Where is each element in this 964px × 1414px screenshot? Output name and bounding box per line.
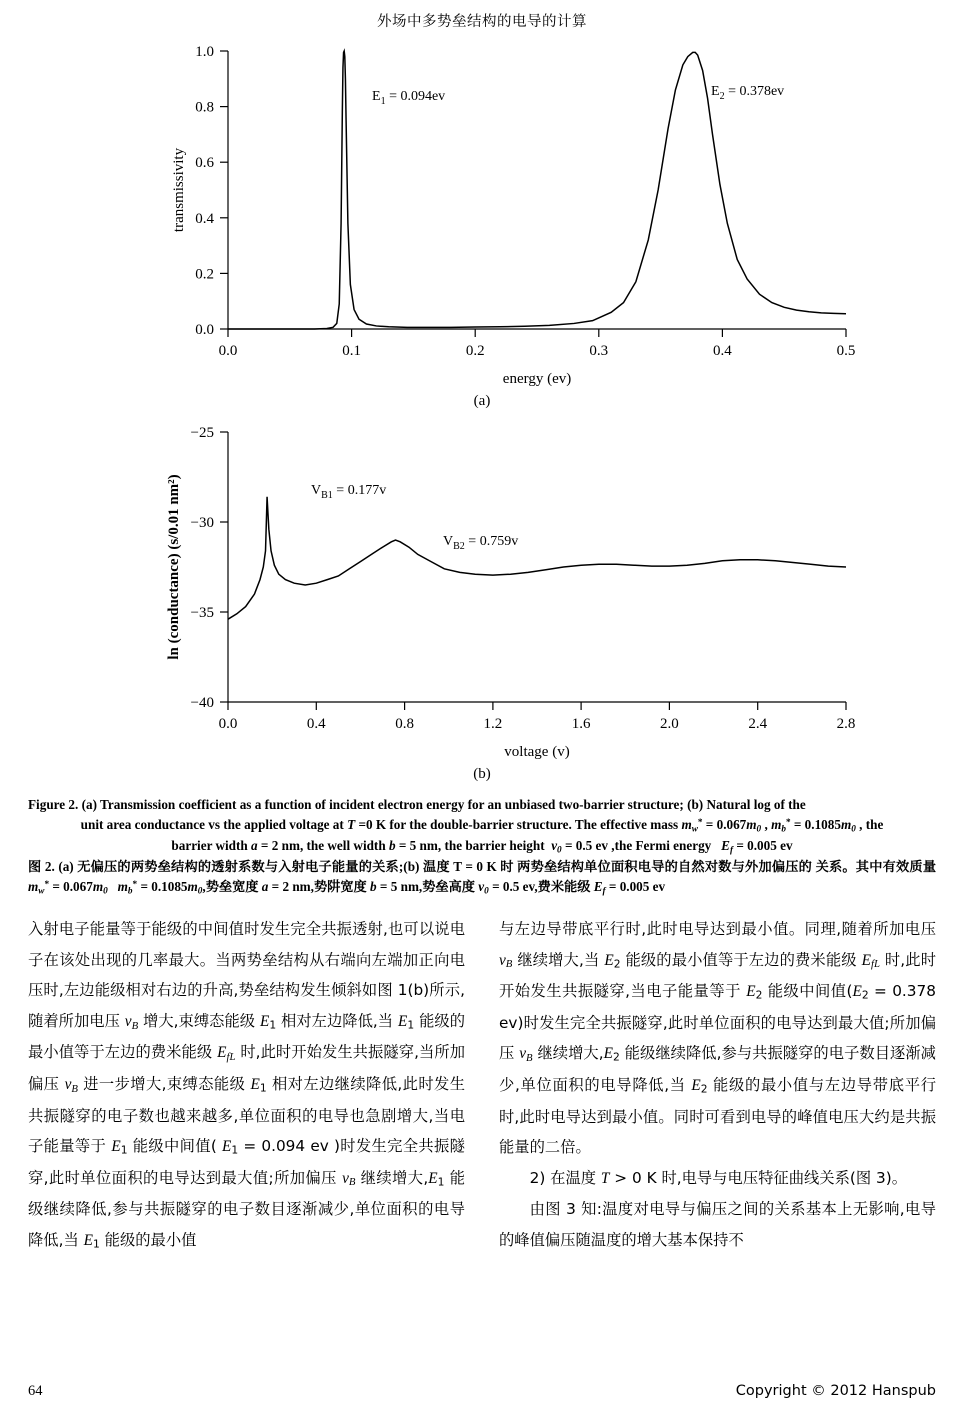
ytick: 1.0 xyxy=(195,44,214,60)
caption-en-line1: Figure 2. (a) Transmission coefficient as a function of incident electron energy for an unbiased two-barrier structure; (b) Natural log of the xyxy=(28,797,806,812)
paragraph: 2) 在温度 T > 0 K 时,电导与电压特征曲线关系(图 3)。 xyxy=(529,1168,908,1187)
chart-a-annotation-e2 xyxy=(711,84,784,102)
chart-panel-a xyxy=(28,31,936,410)
ytick: −40 xyxy=(190,695,214,711)
body-column-left xyxy=(28,914,465,1257)
ytick: −30 xyxy=(190,515,214,531)
page-number: 64 xyxy=(28,1383,43,1399)
ytick: 0.4 xyxy=(195,210,214,227)
chart-b-xticklabels xyxy=(219,716,856,732)
body-column-right xyxy=(499,914,936,1257)
paragraph: 由图 3 知:温度对电导与偏压之间的关系基本上无影响,电导的峰值偏压随温度的增大基本保持不 xyxy=(499,1200,936,1249)
running-head: 外场中多势垒结构的电导的计算 xyxy=(377,14,587,30)
ytick: −35 xyxy=(190,605,214,621)
xtick: 0.0 xyxy=(218,343,238,359)
body-columns xyxy=(28,914,936,1257)
xtick: 0.3 xyxy=(589,343,609,359)
xtick: 0.4 xyxy=(306,716,326,732)
copyright-notice: Copyright © 2012 Hanspub xyxy=(735,1383,936,1399)
ytick: 0.0 xyxy=(195,322,214,338)
ytick: 0.8 xyxy=(195,99,214,116)
figure-caption xyxy=(28,795,936,898)
paragraph: 与左边导带底平行时,此时电导达到最小值。同理,随着所加电压 $v_B$ 继续增大,当 $E_2$ 能级的最小值等于左边的费米能级 $E_{fL}$ 时,此时开始发生共振隧穿,当电子能量等于 $E_2$ 能级中间值($E_2 = 0.378$ ev)时发生完全共振隧穿,此时单位面积的电导达到最大值;所加偏压 $v_B$ 继续增大$,E_2$ 能级继续降低,参与共振隧穿的电子数目逐渐减少,单位面积的电导降低,当 $E_2$ 能级的最小值与左边导带底平行时,此时电导达到最小值。同时可看到电导的峰值电压大约是共振能量的二倍。 xyxy=(499,920,936,1157)
ytick: 0.2 xyxy=(195,266,214,283)
chart-a-svg xyxy=(28,31,936,391)
chart-b-ylabel: ln (conductance) (s/0.01 nm²) xyxy=(166,474,182,660)
svg-text:E2 = 0.378ev: $E_2 = 0.378ev$ xyxy=(711,84,785,102)
caption-cn-line1: 图 2. (a) 无偏压的两势垒结构的透射系数与入射电子能量的关系;(b) 温度 T = 0 K 时 两势垒结构单位面积电导的自然对数与外加偏压的 xyxy=(28,858,813,874)
svg-text:VB2 = 0.759v: $V_{B2} = 0.759v$ xyxy=(443,534,519,552)
xtick: 0.8 xyxy=(395,716,414,732)
paragraph: 入射电子能量等于能级的中间值时发生完全共振透射,也可以说电子在该处出现的几率最大。当两势垒结构从右端向左端加正向电压时,左边能级相对右边的升高,势垒结构发生倾斜如图 1(b)所示,随着所加电压 $v_B$ 增大,束缚态能级 $E_1$ 相对左边降低,当 $E_1$ 能级的最小值等于左边的费米能级 $E_{fL}$ 时,此时开始发生共振隧穿,当所加偏压 $v_B$ 进一步增大,束缚态能级 $E_1$ 相对左边继续降低,此时发生共振隧穿的电子数也越来越多,单位面积的电导也急剧增大,当电子能量等于 $E_1$ 能级中间值( $E_1 = 0.094$ ev )时发生完全共振隧穿,此时单位面积的电导达到最大值;所加偏压 $v_B$ 继续增大$,E_1$ 能级继续降低,参与共振隧穿的电子数目逐渐减少,单位面积的电导降低,当 $E_1$ 能级的最小值 xyxy=(28,920,465,1251)
chart-a-xticklabels xyxy=(219,343,856,359)
svg-text:E1 = 0.094ev: $E_1 = 0.094ev$ xyxy=(372,89,446,107)
chart-b-svg xyxy=(28,414,936,764)
chart-b-series-line xyxy=(228,497,846,619)
caption-en-line3: barrier width a = 2 nm, the well width b = 5 nm, the barrier height $v_0 = 0.5$ ev ,the Fermi energy $E_f = 0.005$ ev xyxy=(171,838,793,855)
ytick: −25 xyxy=(190,425,214,441)
chart-b-yticklabels xyxy=(191,425,214,711)
chart-b-annotation-vb2 xyxy=(443,534,518,552)
xtick: 2.4 xyxy=(748,716,768,732)
xtick: 2.8 xyxy=(836,716,856,732)
chart-a-xlabel: energy (ev) xyxy=(502,371,572,387)
figure-2 xyxy=(28,31,936,783)
xtick: 2.0 xyxy=(660,716,679,732)
chart-a-yticklabels xyxy=(195,44,214,338)
xtick: 0.4 xyxy=(713,343,732,359)
xtick: 0.5 xyxy=(836,343,856,359)
chart-a-annotation-e1 xyxy=(372,89,445,107)
xtick: 0.0 xyxy=(218,716,238,732)
xtick: 0.1 xyxy=(342,343,361,359)
ytick: 0.6 xyxy=(195,155,214,172)
caption-en-line2: unit area conductance vs the applied voltage at T =0 K for the double-barrier structure. The effective mass $m_w^* = 0.067m_0$ , $m_b^* = 0.1085m_0$ , the xyxy=(80,817,884,834)
chart-a-ylabel: transmissivity xyxy=(171,147,187,233)
page-footer xyxy=(28,1383,936,1400)
chart-panel-b xyxy=(28,414,936,783)
panel-b-label: (b) xyxy=(473,766,491,782)
xtick: 1.6 xyxy=(571,716,591,732)
xtick: 1.2 xyxy=(483,716,503,732)
chart-b-xlabel: voltage (v) xyxy=(504,744,570,760)
svg-text:VB1 = 0.177v: $V_{B1} = 0.177v$ xyxy=(311,483,387,501)
panel-a-label: (a) xyxy=(473,393,491,409)
xtick: 0.2 xyxy=(465,343,485,359)
chart-b-annotation-vb1 xyxy=(311,483,386,501)
caption-cn-line2: 关系。其中有效质量 $m_w^* = 0.067m_0$ $m_b^* = 0.1085m_0$,势垒宽度 a = 2 nm,势阱宽度 b = 5 nm,势垒高度 $v_0 = 0.5$ ev,费米能级 $E_f = 0.005$ ev xyxy=(28,858,937,896)
